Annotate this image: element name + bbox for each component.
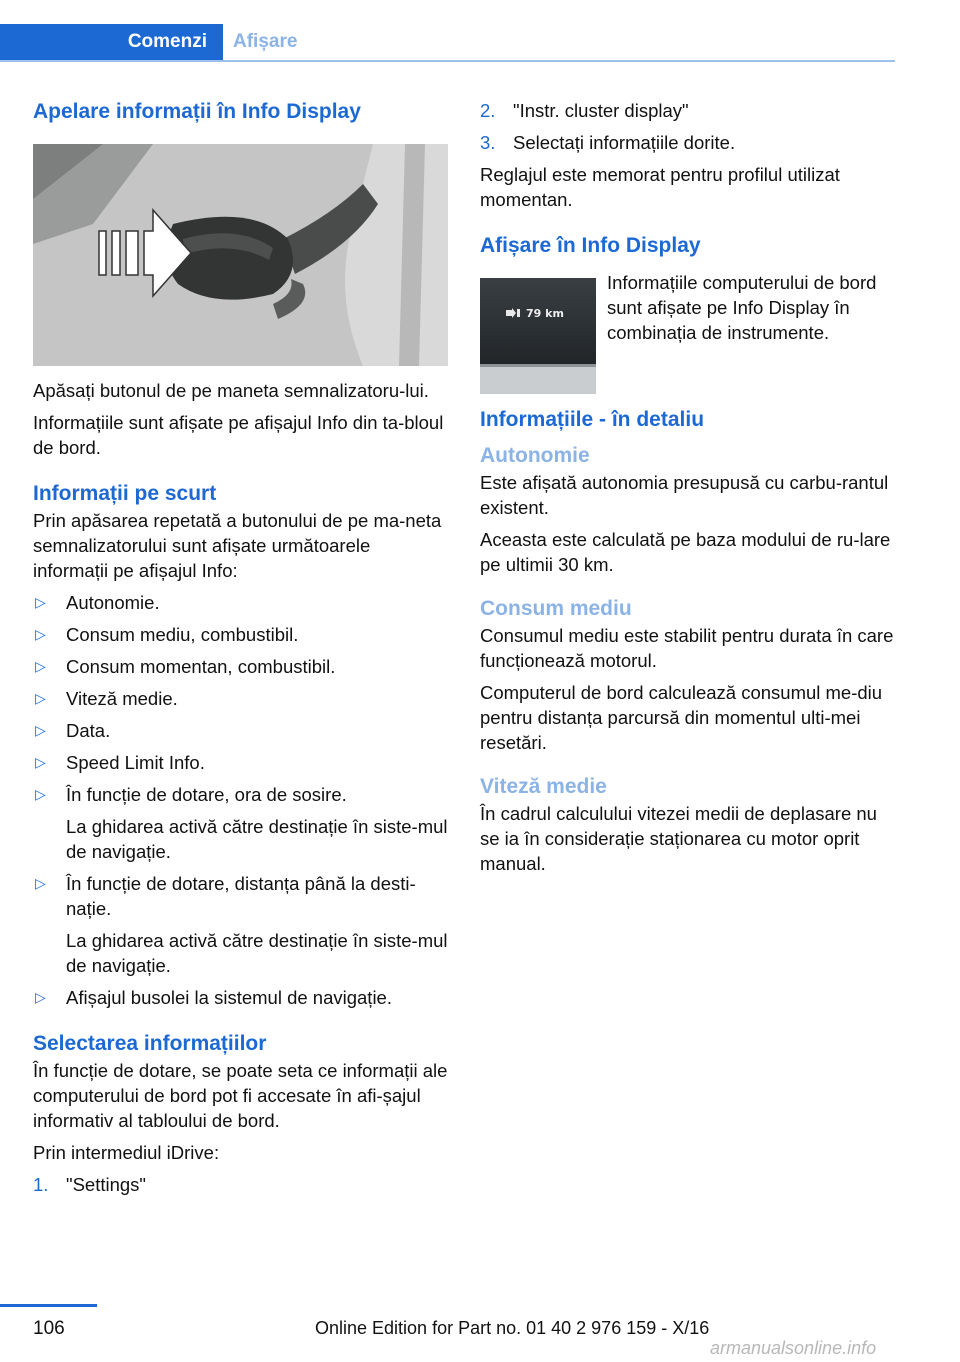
list-item — [33, 985, 449, 1010]
steps-list-left — [33, 1172, 449, 1197]
list-item — [33, 686, 449, 711]
step-text: "Instr. cluster display" — [513, 100, 689, 121]
subheading-consum-mediu: Consum mediu — [480, 597, 632, 620]
list-item — [33, 622, 449, 647]
section-heading-selectarea: Selectarea informațiilor — [33, 1032, 267, 1055]
subheading-autonomie: Autonomie — [480, 444, 590, 467]
list-item — [33, 871, 449, 978]
triangle-bullet-icon: ▷ — [35, 626, 46, 642]
page-number: 106 — [33, 1318, 65, 1339]
list-item-text: Data. — [66, 720, 111, 741]
paragraph-consum-2: Computerul de bord calculează consumul me-diu pentru distanța parcursă din momentul ulti-mei resetări. — [480, 682, 883, 753]
info-list — [33, 590, 449, 1010]
paragraph-setting-stored: Reglajul este memorat pentru profilul utilizat momentan. — [480, 164, 840, 210]
paragraph-consum-1: Consumul mediu este stabilit pentru durata în care funcționează motorul. — [480, 625, 894, 671]
header-tabbar — [0, 24, 895, 62]
triangle-bullet-icon: ▷ — [35, 658, 46, 674]
list-item-text: Viteză medie. — [66, 688, 178, 709]
step-number: 1. — [33, 1174, 49, 1195]
footer-edition: Online Edition for Part no. 01 40 2 976 159 - X/16 — [315, 1318, 710, 1338]
list-item — [33, 782, 449, 864]
list-item-text: Consum momentan, combustibil. — [66, 656, 336, 677]
subheading-viteza-medie: Viteză medie — [480, 775, 607, 798]
left-column — [33, 98, 449, 1204]
step-number: 2. — [480, 100, 496, 121]
paragraph-press-button: Apăsați butonul de pe maneta semnalizatoru-lui. — [33, 380, 429, 401]
list-item — [33, 590, 449, 615]
turn-signal-lever-illustration — [33, 144, 448, 366]
steps-list-right — [480, 98, 898, 155]
triangle-bullet-icon: ▷ — [35, 754, 46, 770]
list-item — [33, 718, 449, 743]
display-description: Informațiile computerului de bord sunt afișate pe Info Display în combinația de instrumente. — [607, 272, 877, 343]
step-item — [480, 98, 898, 123]
info-display-image — [480, 278, 596, 394]
section-heading-apelare: Apelare informații în Info Display — [33, 100, 361, 123]
tab-afisare[interactable]: Afișare — [233, 31, 298, 52]
paragraph-autonomie-1: Este afișată autonomia presupusă cu carbu-rantul existent. — [480, 472, 889, 518]
paragraph-viteza-1: În cadrul calculului vitezei medii de deplasare nu se ia în considerație staționarea cu motor oprit manual. — [480, 803, 877, 874]
step-item — [480, 130, 898, 155]
step-item — [33, 1172, 449, 1197]
list-item-subtext: La ghidarea activă către destinație în siste-mul de navigație. — [66, 816, 448, 862]
step-text: "Settings" — [66, 1174, 146, 1195]
footer-accent-line — [0, 1304, 97, 1307]
watermark: armanualsonline.info — [710, 1338, 877, 1358]
triangle-bullet-icon: ▷ — [35, 594, 46, 610]
step-number: 3. — [480, 132, 496, 153]
list-item — [33, 654, 449, 679]
list-item-subtext: La ghidarea activă către destinație în siste-mul de navigație. — [66, 930, 448, 976]
list-item — [33, 750, 449, 775]
list-item-text: În funcție de dotare, distanța până la desti-nație. — [66, 873, 416, 919]
list-item-text: Afișajul busolei la sistemul de navigație. — [66, 987, 392, 1008]
display-value-text: 79 km — [526, 307, 564, 320]
tab-comenzi[interactable]: Comenzi — [0, 24, 223, 60]
tab-underline — [0, 60, 895, 62]
list-item-text: Autonomie. — [66, 592, 160, 613]
paragraph-info-shown: Informațiile sunt afișate pe afișajul Info din ta-bloul de bord. — [33, 412, 444, 458]
paragraph-via-idrive: Prin intermediul iDrive: — [33, 1142, 220, 1163]
triangle-bullet-icon: ▷ — [35, 722, 46, 738]
section-heading-detaliu: Informațiile - în detaliu — [480, 408, 705, 431]
paragraph-selection-depends: În funcție de dotare, se poate seta ce informații ale computerului de bord pot fi accesate în afi-șajul informativ al tabloului de bord. — [33, 1060, 448, 1131]
triangle-bullet-icon: ▷ — [35, 786, 46, 802]
step-text: Selectați informațiile dorite. — [513, 132, 736, 153]
triangle-bullet-icon: ▷ — [35, 690, 46, 706]
list-item-text: Consum mediu, combustibil. — [66, 624, 299, 645]
list-item-text: În funcție de dotare, ora de sosire. — [66, 784, 347, 805]
paragraph-repeated-press: Prin apăsarea repetată a butonului de pe ma-neta semnalizatorului sunt afișate următoarele informații pe afișajul Info: — [33, 510, 442, 581]
section-heading-pe-scurt: Informații pe scurt — [33, 482, 217, 505]
triangle-bullet-icon: ▷ — [35, 989, 46, 1005]
list-item-text: Speed Limit Info. — [66, 752, 205, 773]
section-heading-afisare: Afișare în Info Display — [480, 234, 701, 257]
paragraph-autonomie-2: Aceasta este calculată pe baza modului de ru-lare pe ultimii 30 km. — [480, 529, 891, 575]
info-display-block — [480, 270, 898, 388]
right-column — [480, 98, 898, 883]
triangle-bullet-icon: ▷ — [35, 875, 46, 891]
